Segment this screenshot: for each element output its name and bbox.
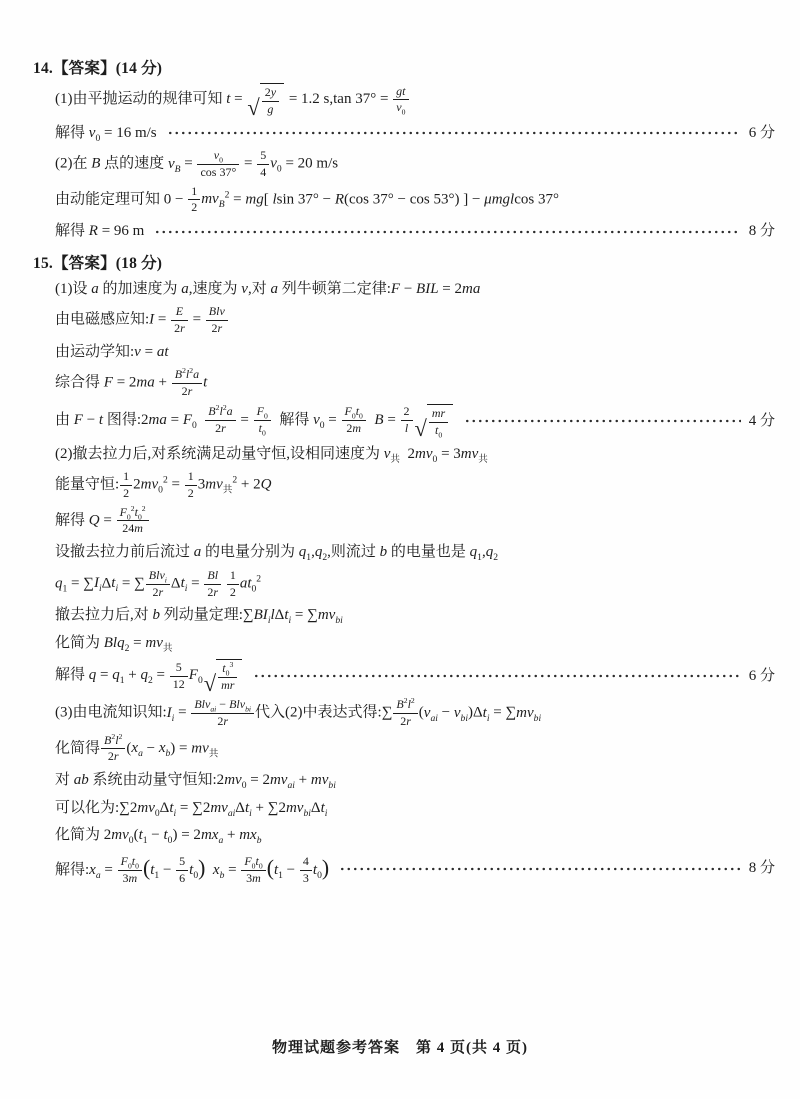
- dotted-leader: [167, 129, 741, 137]
- formula-line-15-2: 由电磁感应知:I = $\frac{E}{2r}$ = $\frac{\text{Blv}}{2r}$: [55, 305, 775, 336]
- scored-line-15-3: [55, 852, 775, 886]
- scored-line-15-1: [55, 403, 775, 441]
- formula-line-15-4: 综合得 F = 2ma + $\frac{B^2l^2a}{2r}$ t: [55, 366, 208, 399]
- formula-text: 由 F − t 图得:2ma = $F_0$ $\frac{B^2l^2a}{2r}$ = $\frac{F_0}{t_0}$ 解得 $v_0$ = $\frac{F_0t_0}{2m}$ B = $\frac{2}{l}$ √ $\frac{mr}{t_0}$: [55, 404, 454, 438]
- formula-line-15-12: (3)由电流知识知$:I_i$ = $\frac{Blv_{ai} - Blv_{bi}}{2r}$ 代入(2)中表达式得:∑ $\frac{B^2l^2}{2r}$ $(v_{ai} - v_{bi})\Delta t_i = \sum mv_{bi}$: [55, 695, 542, 728]
- formula-line-15-14: 对 ab 系统由动量守恒知$:2mv_0 = 2mv_{ai} + mv_{bi}$: [55, 772, 336, 792]
- formula-line-15-13: 化简得 $\frac{B^2l^2}{2r}$ $(x_a - x_b) = mv_共$: [55, 731, 219, 764]
- formula-line-14-3: 由动能定理可知 0 − $\frac{1}{2}$ $mv_B^2 = mg$[ lsin 37° − R(cos 37° − cos 53°) ] − μmglcos 37°: [55, 183, 559, 215]
- formula-text: 解得 R = 96 m: [55, 223, 145, 240]
- formula-line-15-11: 化简为 $Blq_2 = mv_共$: [55, 634, 173, 654]
- formula-line-14-2: (2)在 B 点的速度 $v_B$ = $\frac{v_0}{\cos 37^\circ}$ = $\frac{5}{4}$ $v_0 = 20$ m/s: [55, 148, 339, 179]
- scored-line-14-1: [55, 122, 775, 145]
- formula-line-14-1: (1)由平抛运动的规律可知 t = √ $\frac{2y}{g}$ = 1.2 s,tan 37° = $\frac{gt}{v_0}$: [55, 83, 775, 117]
- question-14-section: [33, 56, 775, 243]
- formula-text: 解得 $v_0 = 16$ m/s: [55, 124, 157, 144]
- score-label: 8 分: [748, 860, 775, 877]
- page-footer: 物理试题参考答案 第 4 页(共 4 页): [272, 1040, 528, 1056]
- score-label: 6 分: [748, 124, 775, 141]
- score-label: 6 分: [748, 667, 775, 684]
- question-15-content: [55, 278, 775, 886]
- formula-line-15-7: 解得 Q = $\frac{F_0^2t_0^2}{24m}$: [55, 506, 775, 537]
- dotted-leader: [253, 672, 740, 680]
- dotted-leader: [154, 228, 740, 236]
- formula-line-15-9: $q_1 = \sum I_i\Delta t_i$ = ∑ $\frac{Blv_i}{2r}$ $\Delta t_i$ = $\frac{Bl}{2r}$ $\frac{1}{2}$ $at_0^2$: [55, 567, 262, 599]
- question-15-section: [33, 251, 775, 886]
- dotted-leader: [339, 865, 741, 873]
- score-label: 4 分: [748, 412, 775, 429]
- scored-line-14-2: [55, 220, 775, 243]
- formula-line-15-5: (2)撤去拉力后,对系统满足动量守恒,设相同速度为 $v_共$ $2mv_0 = 3mv_共$: [55, 445, 488, 465]
- question-14-heading: 14.【答案】(14 分): [33, 60, 163, 77]
- scored-line-15-2: [55, 659, 775, 696]
- formula-line-15-16: 化简为 $2mv_0(t_1 - t_0) = 2mx_a + mx_b$: [55, 827, 262, 847]
- formula-line-15-6: 能量守恒: $\frac{1}{2}$ $2mv_0^2$ = $\frac{1}{2}$ $3mv_共^2 + 2Q$: [55, 469, 272, 500]
- formula-text: 解得$:x_a$ = $\frac{F_0t_0}{3m}$ ($t_1$ − $\frac{5}{6}$ $t_0$) $x_b$ = $\frac{F_0t_0}{3m}$ ($t_1$ − $\frac{4}{3}$ $t_0$): [55, 853, 330, 885]
- formula-text: 解得 $q = q_1 + q_2$ = $\frac{5}{12}$ $F_0$ √ $\frac{t_0^3}{mr}$: [55, 659, 243, 693]
- question-14-content: [55, 83, 775, 243]
- formula-line-15-8: 设撤去拉力前后流过 a 的电量分别为 $q_1,q_2$,则流过 b 的电量也是 $q_1,q_2$: [55, 544, 498, 564]
- question-15-heading: 15.【答案】(18 分): [33, 254, 163, 272]
- score-label: 8 分: [748, 223, 775, 240]
- formula-line-15-1: (1)设 a 的加速度为 a,速度为 v,对 a 列牛顿第二定律:F − BIL = 2ma: [55, 280, 481, 297]
- formula-line-15-10: 撤去拉力后,对 b 列动量定理$:\sum BI_il\Delta t_i = \sum mv_{bi}$: [55, 607, 343, 627]
- formula-line-15-15: 可以化为$:\sum 2mv_0\Delta t_i = \sum 2mv_{ai}\Delta t_i + \sum 2mv_{bi}\Delta t_i$: [55, 799, 328, 819]
- dotted-leader: [464, 417, 741, 425]
- formula-line-15-3: 由运动学知:v = at: [55, 343, 169, 360]
